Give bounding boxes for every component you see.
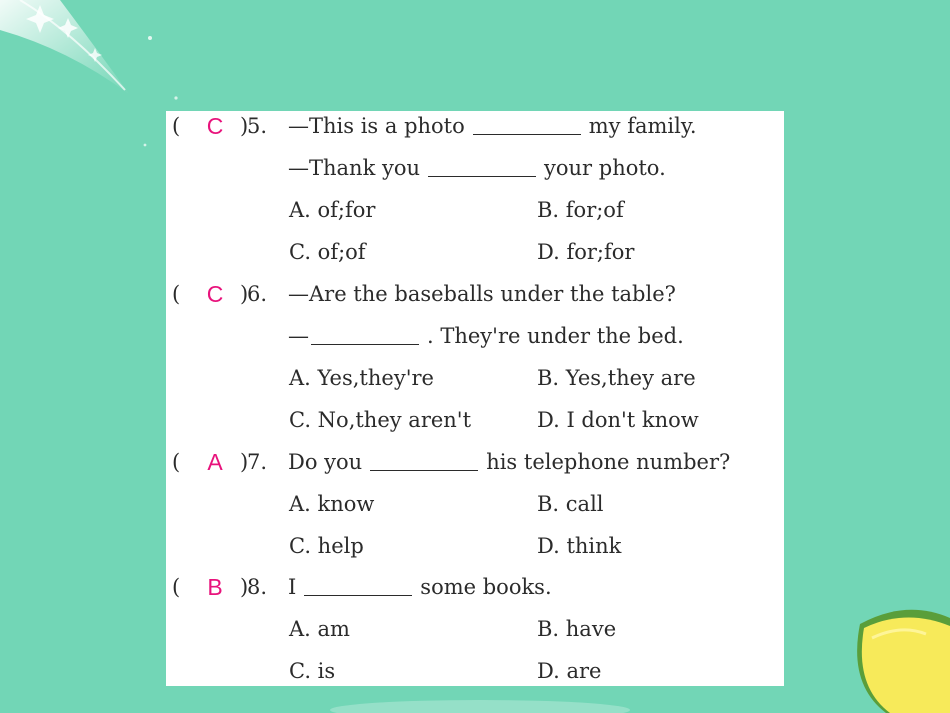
question-number: 5.: [247, 114, 268, 138]
question-stem-line: —Are the baseballs under the table?: [288, 282, 676, 306]
option-c: C. help: [289, 534, 364, 558]
answer-paren-close: ): [240, 282, 249, 306]
question-stem-line: —This is a photo my family.: [288, 114, 697, 138]
option-b: B. have: [537, 617, 617, 641]
answer-letter: C: [206, 113, 224, 139]
question-stem-line: Do you his telephone number?: [288, 450, 731, 474]
option-row: [166, 358, 784, 398]
sparkle-decoration-icon: [0, 0, 180, 150]
answer-letter: A: [207, 449, 223, 475]
option-a: A. Yes,they're: [289, 366, 434, 390]
answer-paren-close: ): [240, 450, 249, 474]
question-number: 8.: [247, 575, 268, 599]
leaf-decoration-icon: [846, 604, 950, 713]
option-a: A. know: [289, 492, 375, 516]
answer-blank: [428, 175, 536, 177]
question-stem-line: — . They're under the bed.: [288, 324, 684, 348]
answer-paren-open: (: [172, 450, 181, 474]
answer-blank: [311, 343, 419, 345]
option-row: [166, 651, 784, 691]
answer-blank: [473, 133, 581, 135]
answer-paren-open: (: [172, 282, 181, 306]
option-row: [166, 526, 784, 566]
option-c: C. is: [289, 659, 336, 683]
option-b: B. Yes,they are: [537, 366, 696, 390]
option-row: [166, 232, 784, 272]
option-a: A. am: [289, 617, 350, 641]
option-row: [166, 190, 784, 230]
question-stem-line: —Thank you your photo.: [288, 156, 666, 180]
option-c: C. No,they aren't: [289, 408, 472, 432]
answer-paren-close: ): [240, 575, 249, 599]
answer-letter: C: [206, 281, 224, 307]
option-d: D. for;for: [537, 240, 635, 264]
option-b: B. for;of: [537, 198, 624, 222]
answer-letter: B: [207, 574, 223, 600]
question-5-header: [166, 106, 784, 146]
option-d: D. think: [537, 534, 622, 558]
question-stem-line: I some books.: [288, 575, 552, 599]
option-row: [166, 484, 784, 524]
question-number: 6.: [247, 282, 268, 306]
option-row: [166, 609, 784, 649]
option-c: C. of;of: [289, 240, 366, 264]
question-6-header: [166, 274, 784, 314]
answer-blank: [304, 594, 412, 596]
answer-paren-close: ): [240, 114, 249, 138]
option-d: D. I don't know: [537, 408, 699, 432]
answer-paren-open: (: [172, 575, 181, 599]
question-7-header: [166, 442, 784, 482]
answer-blank: [370, 469, 478, 471]
question-8-header: [166, 567, 784, 607]
option-row: [166, 400, 784, 440]
option-b: B. call: [537, 492, 604, 516]
option-d: D. are: [537, 659, 602, 683]
worksheet-panel: [166, 111, 784, 686]
answer-paren-open: (: [172, 114, 181, 138]
question-number: 7.: [247, 450, 268, 474]
option-a: A. of;for: [289, 198, 376, 222]
glow-decoration-icon: [330, 690, 630, 713]
